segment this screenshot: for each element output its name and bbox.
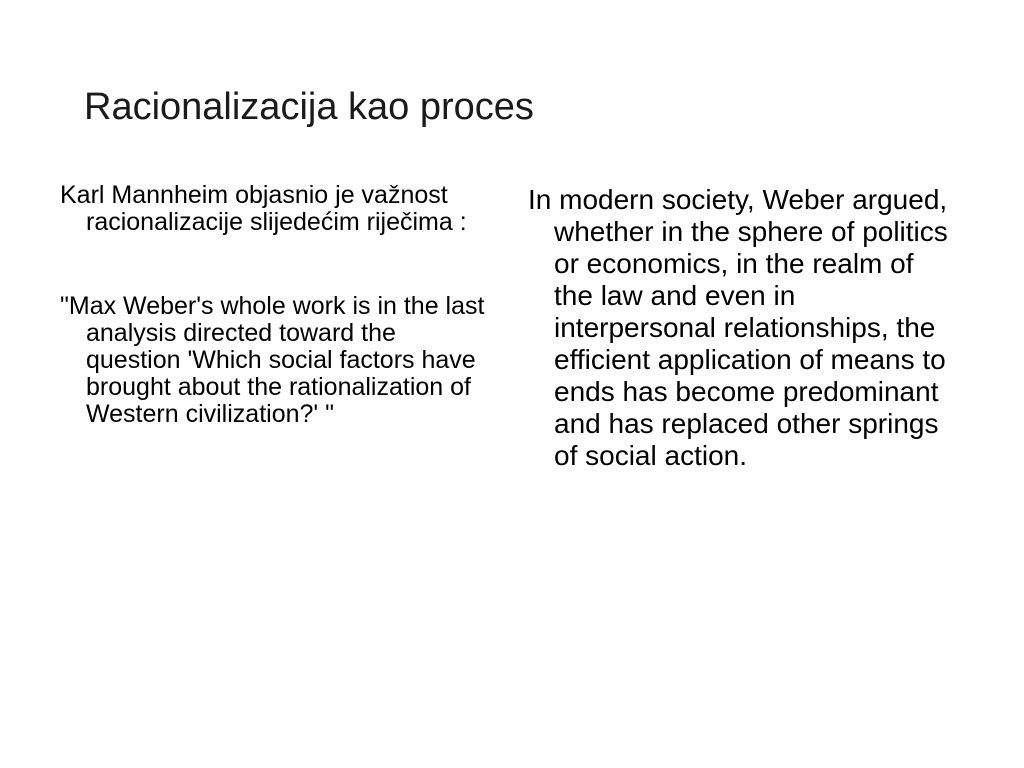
slide-title: Racionalizacija kao proces (84, 86, 534, 128)
weber-quote-paragraph: "Max Weber's whole work is in the last analysis directed toward the question 'Which social factors have brought about the rationalization of Western civilization?' " (60, 292, 485, 428)
mannheim-intro-paragraph: Karl Mannheim objasnio je važnost racionalizacije slijedećim riječima : (60, 181, 467, 236)
right-text-column (528, 184, 948, 472)
left-text-column (60, 182, 490, 428)
modern-society-paragraph: In modern society, Weber argued, whether in the sphere of politics or economics, in the realm of the law and even in interpersonal relationships, the efficient application of means to ends has become predominant and has replaced other springs of social action. (528, 184, 948, 471)
